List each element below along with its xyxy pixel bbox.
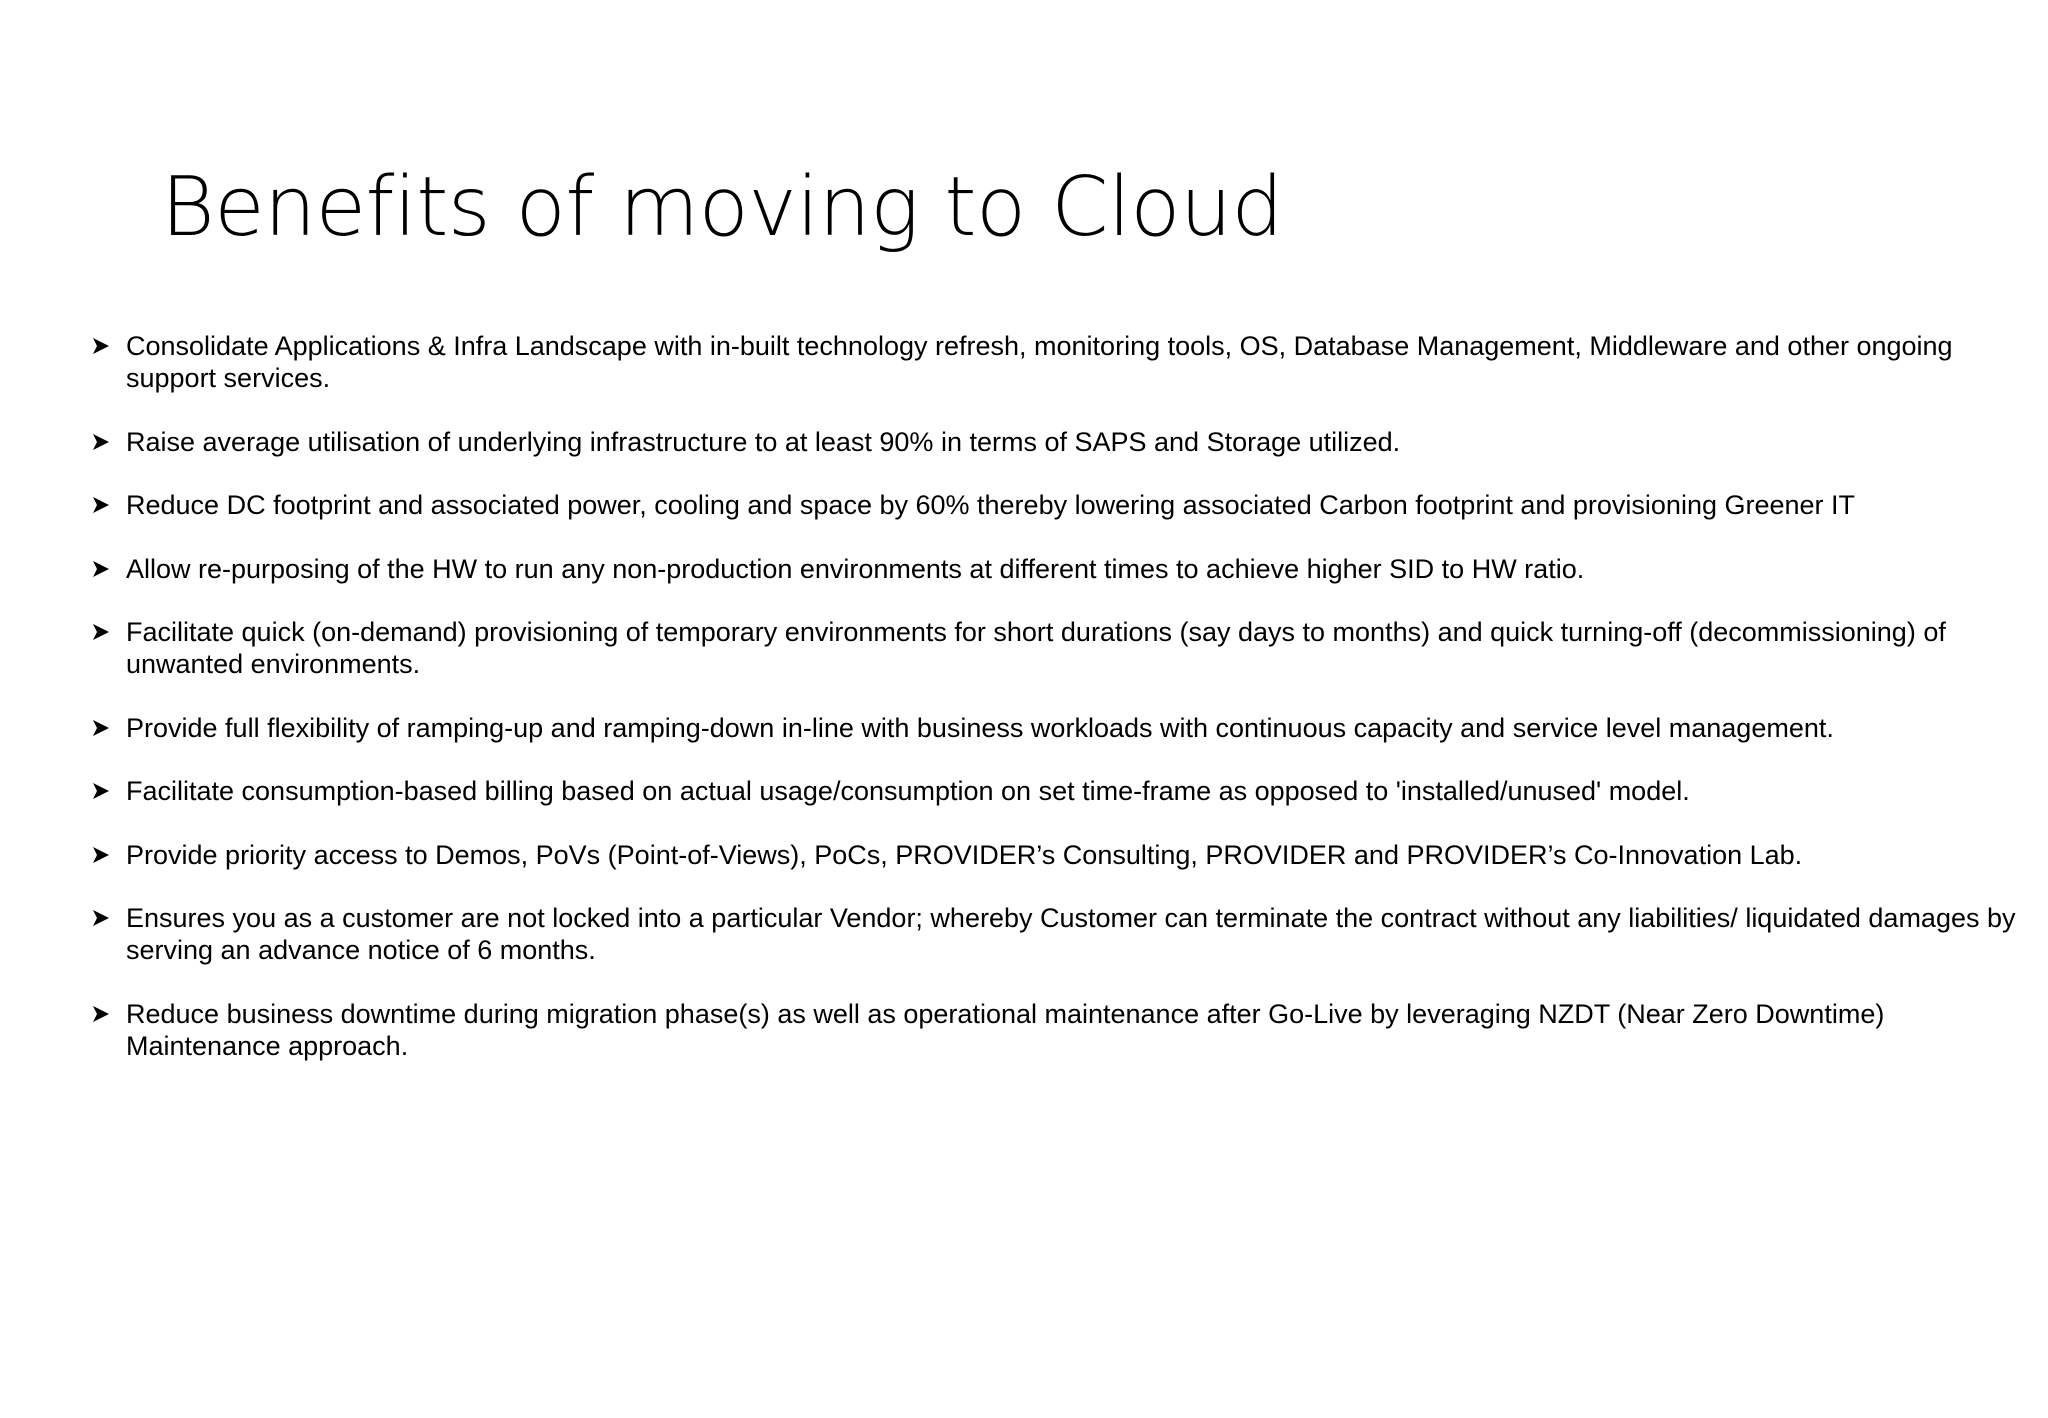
bullet-text: Provide priority access to Demos, PoVs (Point-of-Views), PoCs, PROVIDER’s Consulting, PROVIDER and PROVIDER’s Co-Innovation Lab.: [126, 839, 1803, 870]
bullet-text: Facilitate quick (on-demand) provisioning of temporary environments for short durations (say days to months) and quick turning-off (decommissioning) of unwanted environments.: [126, 617, 1946, 679]
bullet-item: [92, 330, 2022, 394]
arrowhead-bullet-icon: [92, 330, 126, 362]
arrowhead-bullet-icon: [92, 902, 126, 934]
bullet-item: [92, 712, 2022, 744]
bullet-text: Raise average utilisation of underlying infrastructure to at least 90% in terms of SAPS and Storage utilized.: [126, 426, 1401, 457]
bullet-item: [92, 839, 2022, 871]
arrowhead-bullet-icon: [92, 616, 126, 648]
arrowhead-bullet-icon: [92, 426, 126, 458]
bullet-list: [92, 330, 2022, 1093]
arrowhead-bullet-icon: [92, 998, 126, 1030]
bullet-item: [92, 616, 2022, 680]
bullet-item: [92, 775, 2022, 807]
slide-title: Benefits of moving to Cloud: [161, 160, 1283, 255]
arrowhead-bullet-icon: [92, 553, 126, 585]
bullet-item: [92, 553, 2022, 585]
bullet-text: Reduce DC footprint and associated power, cooling and space by 60% thereby lowering associated Carbon footprint and provisioning Greener IT: [126, 490, 1856, 520]
bullet-item: [92, 489, 2022, 521]
arrowhead-bullet-icon: [92, 712, 126, 744]
bullet-text: Facilitate consumption-based billing based on actual usage/consumption on set time-frame as opposed to 'installed/unused' model.: [126, 776, 1690, 806]
bullet-text: Provide full flexibility of ramping-up and ramping-down in-line with business workloads with continuous capacity and service level management.: [126, 712, 1834, 743]
arrowhead-bullet-icon: [92, 839, 126, 871]
bullet-item: [92, 902, 2022, 966]
bullet-text: Allow re-purposing of the HW to run any non-production environments at different times to achieve higher SID to HW ratio.: [126, 553, 1585, 584]
bullet-item: [92, 998, 2022, 1062]
arrowhead-bullet-icon: [92, 489, 126, 521]
bullet-text: Ensures you as a customer are not locked into a particular Vendor; whereby Customer can terminate the contract without any liabilities/ liquidated damages by serving an advance notice of 6 months.: [126, 903, 2016, 965]
bullet-text: Reduce business downtime during migration phase(s) as well as operational maintenance after Go-Live by leveraging NZDT (Near Zero Downtime) Maintenance approach.: [126, 998, 1885, 1061]
bullet-item: [92, 426, 2022, 458]
bullet-text: Consolidate Applications & Infra Landscape with in-built technology refresh, monitoring tools, OS, Database Management, Middleware and other ongoing support services.: [126, 331, 1953, 393]
arrowhead-bullet-icon: [92, 775, 126, 807]
